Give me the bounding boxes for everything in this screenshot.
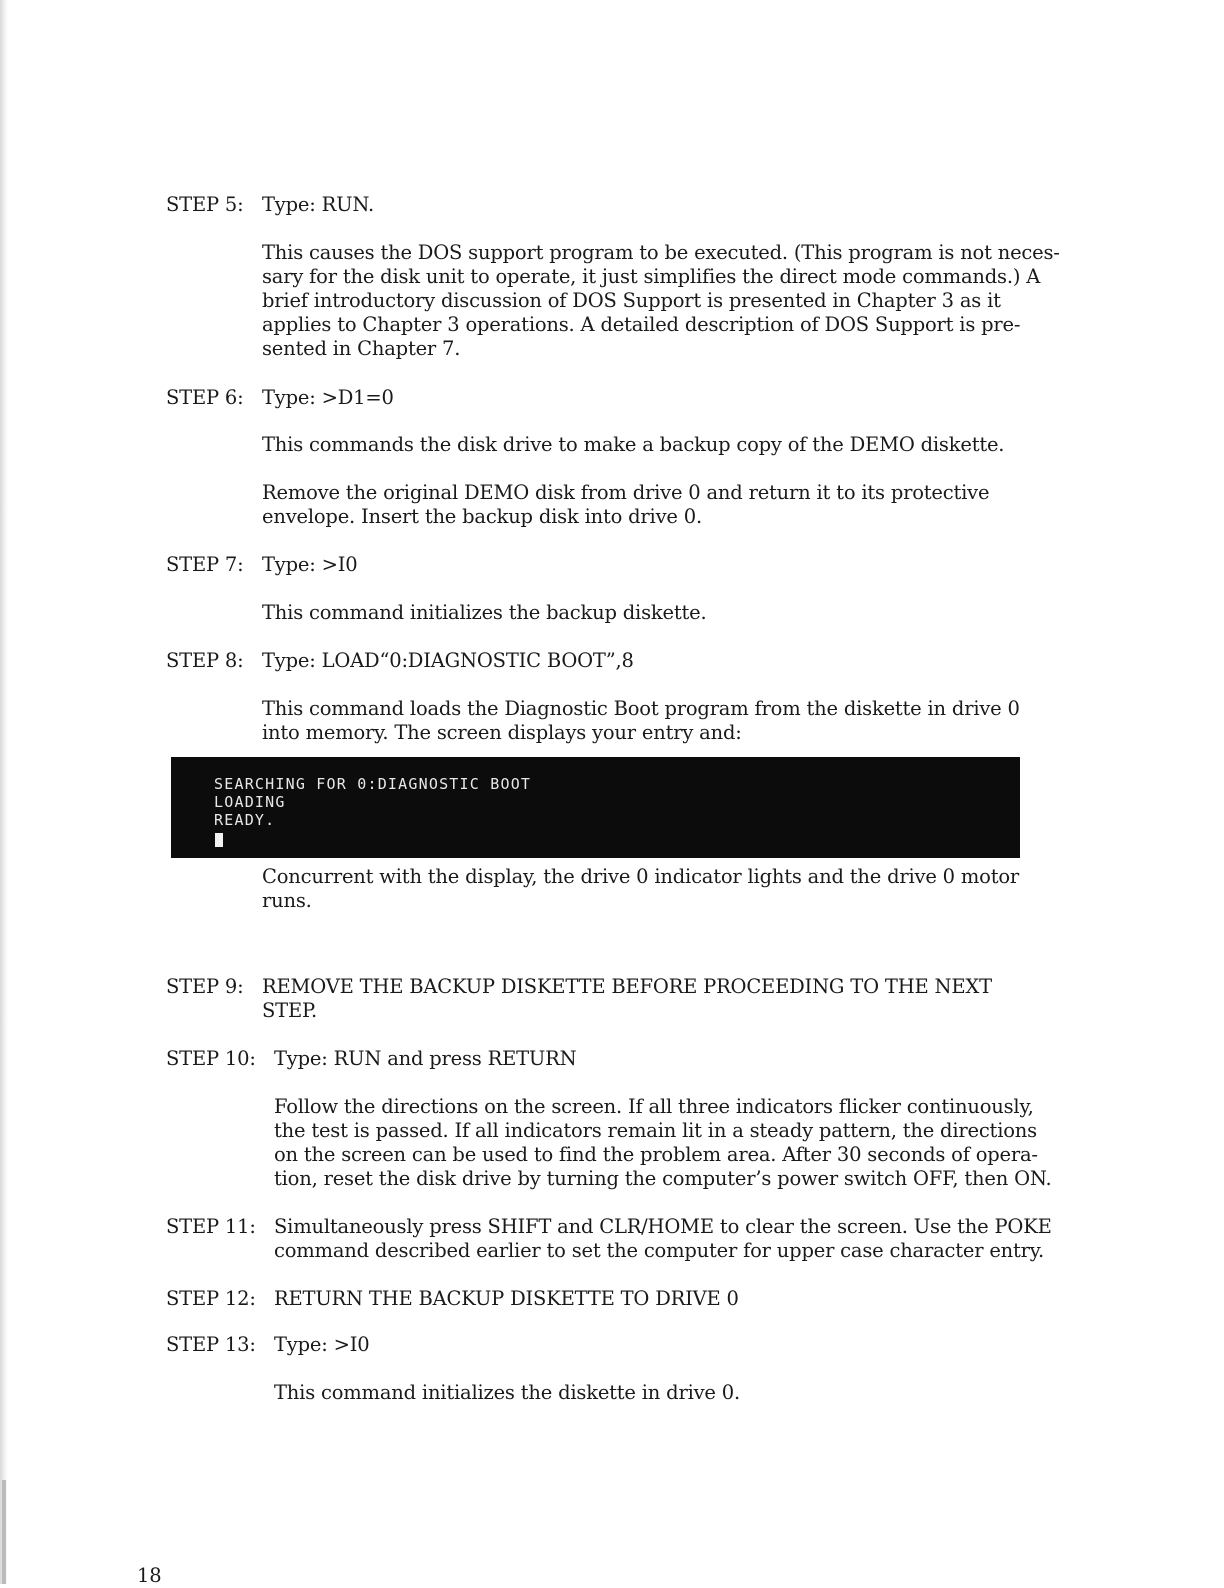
step-12-text: RETURN THE BACKUP DISKETTE TO DRIVE 0 (274, 1287, 739, 1310)
step-9-text-line: STEP. (262, 999, 317, 1022)
step-9-label: STEP 9: (166, 975, 244, 998)
terminal-screen-display (171, 757, 1020, 858)
step-8-label: STEP 8: (166, 649, 244, 672)
step-6-para-line: Remove the original DEMO disk from drive 0 and return it to its protective (262, 481, 990, 504)
step-13-instruction: Type: >I0 (274, 1333, 370, 1356)
step-8-para-line: This command loads the Diagnostic Boot program from the diskette in drive 0 (262, 697, 1020, 720)
step-10-para-line: tion, reset the disk drive by turning the computer’s power switch OFF, then ON. (274, 1167, 1052, 1190)
step-5-para-line: sary for the disk unit to operate, it just simplifies the direct mode commands.) A (262, 265, 1041, 288)
step-6-instruction: Type: >D1=0 (262, 386, 394, 409)
step-8-after-line: runs. (262, 889, 312, 912)
step-10-instruction: Type: RUN and press RETURN (274, 1047, 577, 1070)
page-number: 18 (137, 1564, 162, 1587)
step-5-para-line: sented in Chapter 7. (262, 337, 461, 360)
screen-line: SEARCHING FOR 0:DIAGNOSTIC BOOT (214, 775, 532, 793)
step-7-instruction: Type: >I0 (262, 553, 358, 576)
step-6-para-line: envelope. Insert the backup disk into drive 0. (262, 505, 702, 528)
step-8-para-line: into memory. The screen displays your entry and: (262, 721, 742, 744)
screen-line: READY. (214, 811, 276, 829)
step-7-label: STEP 7: (166, 553, 244, 576)
step-13-label: STEP 13: (166, 1333, 256, 1356)
step-10-para-line: the test is passed. If all indicators remain lit in a steady pattern, the directions (274, 1119, 1037, 1142)
step-6-label: STEP 6: (166, 386, 244, 409)
step-5-para-line: This causes the DOS support program to be executed. (This program is not neces- (262, 241, 1060, 264)
step-7-para: This command initializes the backup diskette. (262, 601, 707, 624)
step-5-para-line: applies to Chapter 3 operations. A detailed description of DOS Support is pre- (262, 313, 1021, 336)
cursor-block-icon (215, 833, 223, 847)
step-8-instruction: Type: LOAD“0:DIAGNOSTIC BOOT”,8 (262, 649, 634, 672)
step-10-para-line: Follow the directions on the screen. If all three indicators flicker continuously, (274, 1095, 1034, 1118)
step-10-para-line: on the screen can be used to find the problem area. After 30 seconds of opera- (274, 1143, 1038, 1166)
step-5-label: STEP 5: (166, 193, 244, 216)
step-6-para: This commands the disk drive to make a backup copy of the DEMO diskette. (262, 433, 1005, 456)
step-12-label: STEP 12: (166, 1287, 256, 1310)
step-11-label: STEP 11: (166, 1215, 256, 1238)
step-9-text-line: REMOVE THE BACKUP DISKETTE BEFORE PROCEEDING TO THE NEXT (262, 975, 992, 998)
step-5-para-line: brief introductory discussion of DOS Support is presented in Chapter 3 as it (262, 289, 1001, 312)
scan-binding-edge (0, 0, 8, 1584)
screen-line: LOADING (214, 793, 286, 811)
step-11-text-line: Simultaneously press SHIFT and CLR/HOME to clear the screen. Use the POKE (274, 1215, 1052, 1238)
step-13-para: This command initializes the diskette in drive 0. (274, 1381, 740, 1404)
step-11-text-line: command described earlier to set the computer for upper case character entry. (274, 1239, 1045, 1262)
step-8-after-line: Concurrent with the display, the drive 0 indicator lights and the drive 0 motor (262, 865, 1020, 888)
step-10-label: STEP 10: (166, 1047, 256, 1070)
step-5-instruction: Type: RUN. (262, 193, 374, 216)
